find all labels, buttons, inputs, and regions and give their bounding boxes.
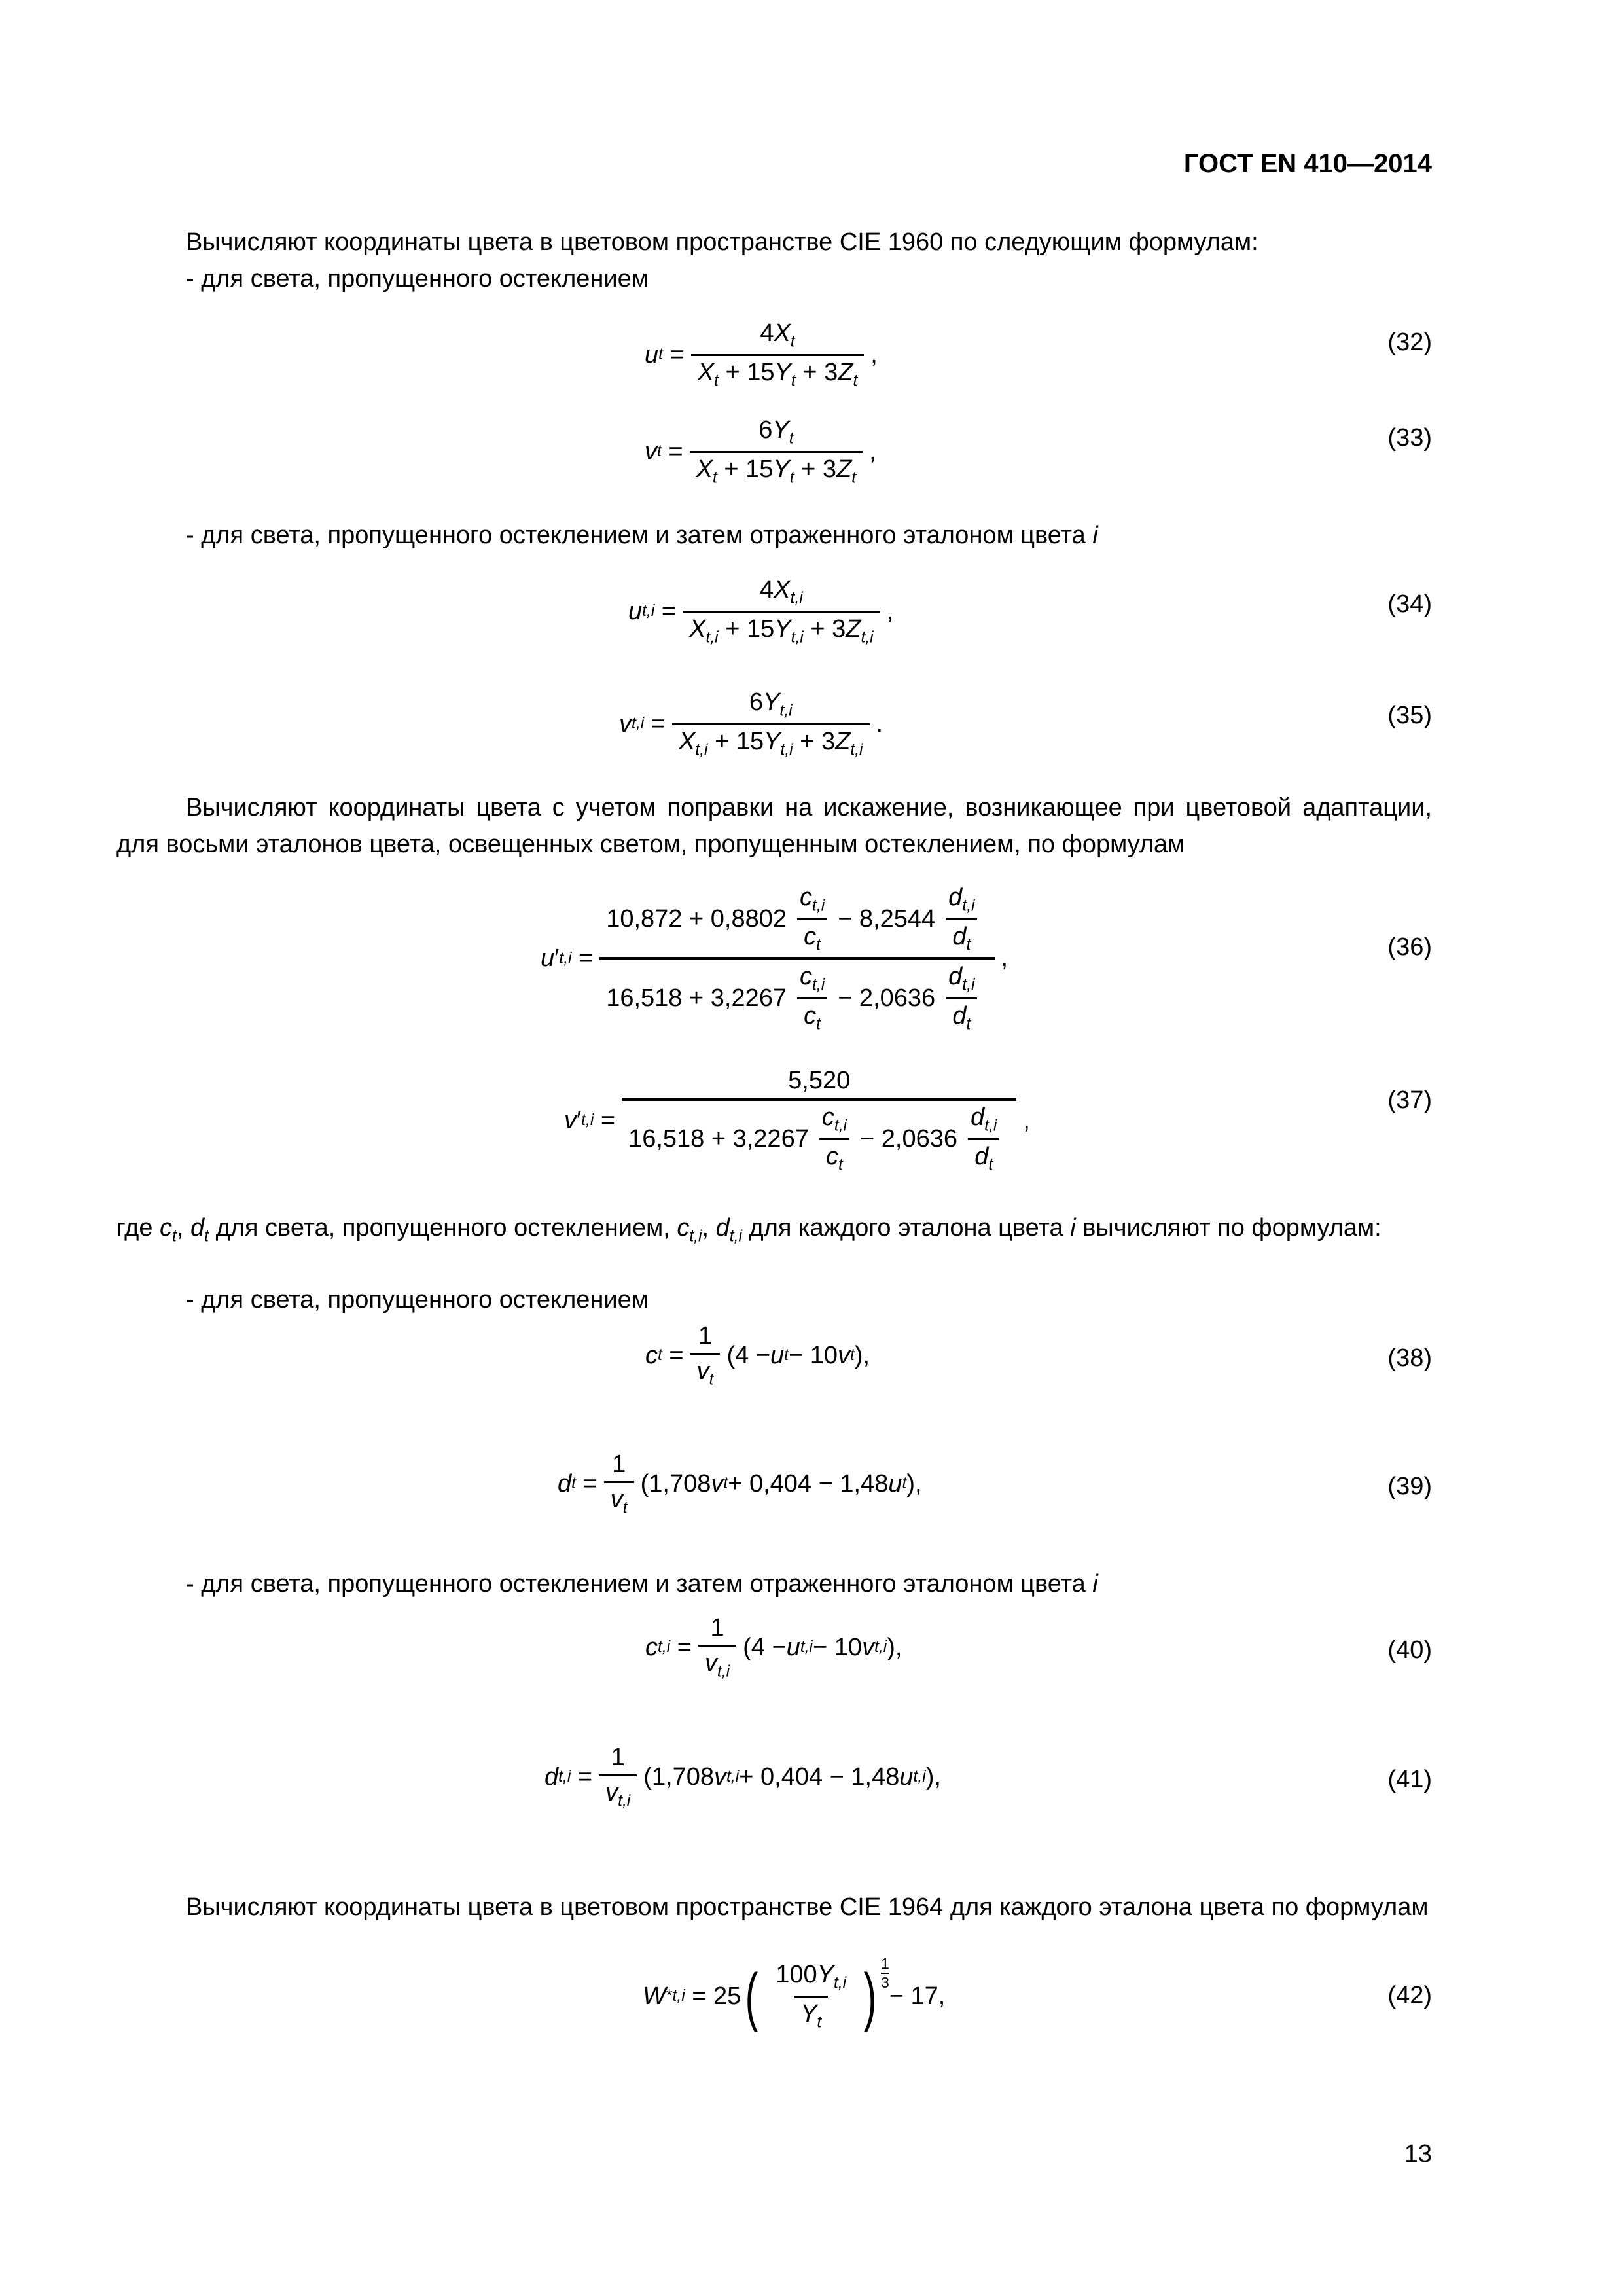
equation-label-34: (34) [1387,590,1432,618]
equation-38: c t = $\frac{1}{v_t}$ (4 − u t − 10 v t ), [645,1322,870,1389]
equation-42: W * t,i = 25 ( $\frac{100Y_{t,i}}{Y_t}$ ) 1 3 − 17, [643,1955,946,2032]
equation-label-39: (39) [1387,1473,1432,1500]
equation-label-40: (40) [1387,1636,1432,1664]
bullet-transmitted-light-2: - для света, пропущенного остеклением [186,1286,649,1314]
paragraph-intro-cie1960: Вычисляют координаты цвета в цветовом пространстве CIE 1960 по следующим формулам: [186,228,1258,256]
equation-label-37: (37) [1387,1086,1432,1114]
equation-37: v ′ t,i = 5,520 16,518 + 3,2267 $\frac{c_{t,i}}{c_t}$ − 2,0636 $\frac{d_{t,i}}{d_t}$ , [564,1067,1030,1174]
bullet-transmitted-light: - для света, пропущенного остеклением [186,265,649,293]
equation-39: d t = $\frac{1}{v_t}$ (1,708 v t + 0,404 − 1,48 u t ), [558,1450,922,1517]
equation-label-36: (36) [1387,933,1432,961]
bullet-transmitted-reflected-light-2: - для света, пропущенного остеклением и затем отраженного эталоном цвета i [186,1570,1098,1598]
equation-32: u t = $\frac{4X_t}{X_t + 15Y_t + 3Z_t}$ , [645,319,878,390]
equation-34: u t,i = $\frac{4X_{t,i}}{X_{t,i} + 15Y_{t,i} + 3Z_{t,i}}$ , [628,576,894,647]
document-header: ГОСТ EN 410—2014 [1183,149,1432,178]
equation-35: v t,i = $\frac{6Y_{t,i}}{X_{t,i} + 15Y_{t,i} + 3Z_{t,i}}$ . [619,689,883,759]
paragraph-where-definitions: где $c_t$, $d_t$ для света, пропущенного остеклением, $c_{t,i}$, $d_{t,i}$ для каждого эталона цвета i вычисляют по формулам: [116,1214,1382,1246]
equation-label-35: (35) [1387,702,1432,729]
equation-33: v t = $\frac{6Y_t}{X_t + 15Y_t + 3Z_t}$ , [645,416,876,487]
equation-label-32: (32) [1387,329,1432,356]
equation-label-42: (42) [1387,1982,1432,2009]
equation-40: c t,i = $\frac{1}{v_{t,i}}$ (4 − u t,i − 10 v t,i ), [645,1614,902,1681]
paragraph-intro-cie1964: Вычисляют координаты цвета в цветовом пространстве CIE 1964 для каждого эталона цвета по формулам [186,1893,1429,1921]
equation-label-41: (41) [1387,1766,1432,1793]
equation-36: u ′ t,i = 10,872 + 0,8802 $\frac{c_{t,i}}{c_t}$ − 8,2544 $\frac{d_{t,i}}{d_t}$ 16,518 + 3,2267 $\frac{c_{t,i}}{c_t}$ − 2,0636 $\frac{d_{t,i}}{d_t}$ , [541,884,1008,1033]
paragraph-distortion-correction: Вычисляют координаты цвета с учетом поправки на искажение, возникающее при цветовой адаптации, для восьми эталонов цвета, освещенных светом, пропущенным остеклением, по формулам [116,794,1432,858]
page-number: 13 [1404,2140,1432,2168]
bullet-transmitted-reflected-light: - для света, пропущенного остеклением и затем отраженного эталоном цвета i [186,522,1098,549]
equation-label-33: (33) [1387,424,1432,452]
equation-label-38: (38) [1387,1344,1432,1372]
equation-41: d t,i = $\frac{1}{v_{t,i}}$ (1,708 v t,i + 0,404 − 1,48 u t,i ), [544,1744,941,1810]
